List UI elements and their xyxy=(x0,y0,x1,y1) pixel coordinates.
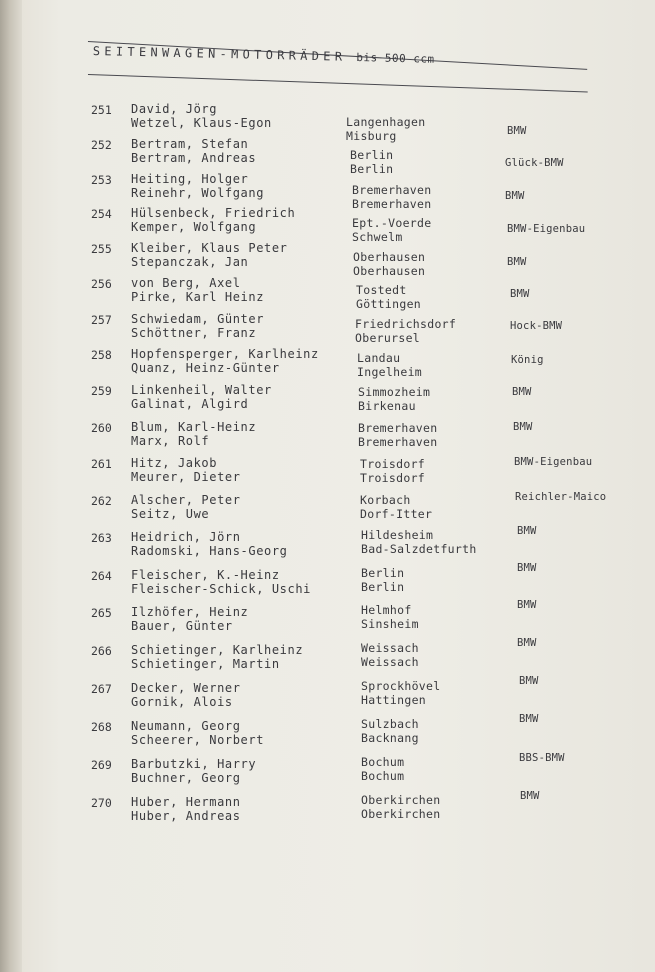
passenger-name: Stepanczak, Jan xyxy=(131,255,249,269)
list-item xyxy=(0,103,655,141)
driver-city: Berlin xyxy=(350,148,394,162)
passenger-city: Hattingen xyxy=(361,693,427,707)
motorcycle-make: BMW xyxy=(519,675,539,687)
driver-city: Landau xyxy=(357,351,401,365)
page-title xyxy=(93,44,435,66)
passenger-city: Oberkirchen xyxy=(361,807,441,821)
entry-number: 252 xyxy=(91,138,112,152)
entry-number: 266 xyxy=(91,644,112,658)
motorcycle-make: BMW xyxy=(519,713,539,725)
passenger-name: Wetzel, Klaus-Egon xyxy=(131,116,272,130)
motorcycle-make: BMW xyxy=(517,599,537,611)
driver-city: Troisdorf xyxy=(360,457,426,471)
list-item xyxy=(0,491,655,532)
driver-name: Hopfensperger, Karlheinz xyxy=(131,347,319,361)
passenger-name: Gornik, Alois xyxy=(131,695,233,709)
list-item xyxy=(0,599,655,644)
passenger-name: Huber, Andreas xyxy=(131,809,241,823)
driver-city: Bremerhaven xyxy=(358,421,438,435)
passenger-city: Bremerhaven xyxy=(352,197,432,211)
driver-name: Barbutzki, Harry xyxy=(131,757,257,771)
motorcycle-make: König xyxy=(511,354,544,366)
driver-name: Schietinger, Karlheinz xyxy=(131,643,304,657)
list-item xyxy=(0,173,655,211)
entry-number: 263 xyxy=(91,531,112,545)
driver-city: Oberhausen xyxy=(353,250,426,264)
passenger-name: Bauer, Günter xyxy=(131,619,233,633)
driver-name: Heidrich, Jörn xyxy=(131,530,241,544)
passenger-city: Dorf-Itter xyxy=(360,507,433,521)
passenger-city: Backnang xyxy=(361,731,419,745)
entry-number: 262 xyxy=(91,494,112,508)
driver-city: Ept.-Voerde xyxy=(352,216,432,230)
driver-name: Hitz, Jakob xyxy=(131,456,218,470)
motorcycle-make: BMW xyxy=(507,125,527,137)
list-item xyxy=(0,790,655,834)
entry-number: 261 xyxy=(91,457,112,471)
driver-city: Bremerhaven xyxy=(352,183,432,197)
motorcycle-make: BMW xyxy=(517,525,537,537)
motorcycle-make: Glück-BMW xyxy=(505,157,564,169)
driver-name: Decker, Werner xyxy=(131,681,241,695)
driver-city: Korbach xyxy=(360,493,411,507)
passenger-city: Misburg xyxy=(346,129,397,143)
list-item xyxy=(0,348,655,386)
entry-number: 256 xyxy=(91,277,112,291)
passenger-name: Galinat, Algird xyxy=(131,397,249,411)
passenger-name: Reinehr, Wolfgang xyxy=(131,186,265,200)
entry-number: 257 xyxy=(91,313,112,327)
list-item xyxy=(0,207,655,245)
motorcycle-make: BMW xyxy=(505,190,525,202)
motorcycle-make: BMW xyxy=(517,562,537,574)
motorcycle-make: BMW xyxy=(513,421,533,433)
driver-name: Huber, Hermann xyxy=(131,795,241,809)
list-item xyxy=(0,675,655,720)
passenger-name: Schöttner, Franz xyxy=(131,326,257,340)
passenger-name: Fleischer-Schick, Uschi xyxy=(131,582,311,596)
passenger-name: Marx, Rolf xyxy=(131,434,210,448)
list-item xyxy=(0,525,655,569)
driver-name: Kleiber, Klaus Peter xyxy=(131,241,288,255)
driver-name: Ilzhöfer, Heinz xyxy=(131,605,249,619)
list-item xyxy=(0,384,655,422)
list-item xyxy=(0,313,655,351)
motorcycle-make: BMW xyxy=(517,637,537,649)
passenger-name: Pirke, Karl Heinz xyxy=(131,290,265,304)
passenger-city: Weissach xyxy=(361,655,419,669)
driver-city: Weissach xyxy=(361,641,419,655)
passenger-city: Oberursel xyxy=(355,331,421,345)
driver-city: Berlin xyxy=(361,566,405,580)
passenger-city: Bad-Salzdetfurth xyxy=(361,542,477,556)
driver-city: Hildesheim xyxy=(361,528,434,542)
passenger-name: Seitz, Uwe xyxy=(131,507,210,521)
passenger-name: Kemper, Wolfgang xyxy=(131,220,257,234)
passenger-city: Birkenau xyxy=(358,399,416,413)
passenger-city: Ingelheim xyxy=(357,365,423,379)
driver-city: Oberkirchen xyxy=(361,793,441,807)
passenger-name: Radomski, Hans-Georg xyxy=(131,544,288,558)
driver-city: Friedrichsdorf xyxy=(355,317,457,331)
motorcycle-make: BMW xyxy=(507,256,527,268)
list-item xyxy=(0,138,655,176)
passenger-city: Bremerhaven xyxy=(358,435,438,449)
entry-number: 265 xyxy=(91,606,112,620)
driver-city: Sulzbach xyxy=(361,717,419,731)
title-text: SEITENWAGEN-MOTORRÄDER xyxy=(92,44,347,64)
driver-city: Langenhagen xyxy=(346,115,426,129)
list-item xyxy=(0,752,655,796)
header-bottom-rule xyxy=(88,74,588,92)
entry-number: 255 xyxy=(91,242,112,256)
passenger-city: Troisdorf xyxy=(360,471,426,485)
entry-number: 251 xyxy=(91,103,112,117)
entry-number: 267 xyxy=(91,682,112,696)
driver-city: Helmhof xyxy=(361,603,412,617)
entry-number: 264 xyxy=(91,569,112,583)
entry-number: 259 xyxy=(91,384,112,398)
list-item xyxy=(0,242,655,280)
passenger-name: Schietinger, Martin xyxy=(131,657,280,671)
passenger-city: Berlin xyxy=(350,162,394,176)
entry-number: 254 xyxy=(91,207,112,221)
list-item xyxy=(0,421,655,459)
motorcycle-make: BMW-Eigenbau xyxy=(514,456,593,468)
driver-name: Blum, Karl-Heinz xyxy=(131,420,257,434)
entry-number: 270 xyxy=(91,796,112,810)
entry-number: 268 xyxy=(91,720,112,734)
passenger-city: Berlin xyxy=(361,580,405,594)
driver-name: Fleischer, K.-Heinz xyxy=(131,568,280,582)
motorcycle-make: Reichler-Maico xyxy=(515,491,607,503)
motorcycle-make: BMW xyxy=(510,288,530,300)
motorcycle-make: BBS-BMW xyxy=(519,752,565,764)
driver-name: Alscher, Peter xyxy=(131,493,241,507)
driver-name: Bertram, Stefan xyxy=(131,137,249,151)
driver-name: Schwiedam, Günter xyxy=(131,312,265,326)
driver-city: Tostedt xyxy=(356,283,407,297)
motorcycle-make: BMW-Eigenbau xyxy=(507,223,586,235)
title-subtitle: bis 500 ccm xyxy=(356,50,435,66)
driver-city: Simmozheim xyxy=(358,385,431,399)
passenger-name: Meurer, Dieter xyxy=(131,470,241,484)
driver-name: Hülsenbeck, Friedrich xyxy=(131,206,296,220)
driver-name: von Berg, Axel xyxy=(131,276,241,290)
list-item xyxy=(0,277,655,315)
passenger-city: Sinsheim xyxy=(361,617,419,631)
driver-name: Linkenheil, Walter xyxy=(131,383,272,397)
entry-number: 258 xyxy=(91,348,112,362)
driver-city: Bochum xyxy=(361,755,405,769)
driver-name: Neumann, Georg xyxy=(131,719,241,733)
driver-name: Heiting, Holger xyxy=(131,172,249,186)
list-item xyxy=(0,562,655,607)
passenger-name: Quanz, Heinz-Günter xyxy=(131,361,280,375)
entry-number: 269 xyxy=(91,758,112,772)
motorcycle-make: Hock-BMW xyxy=(510,320,563,332)
motorcycle-make: BMW xyxy=(512,386,532,398)
passenger-name: Scheerer, Norbert xyxy=(131,733,265,747)
passenger-city: Oberhausen xyxy=(353,264,426,278)
passenger-name: Bertram, Andreas xyxy=(131,151,257,165)
driver-city: Sprockhövel xyxy=(361,679,441,693)
entry-number: 260 xyxy=(91,421,112,435)
motorcycle-make: BMW xyxy=(520,790,540,802)
driver-name: David, Jörg xyxy=(131,102,218,116)
entry-number: 253 xyxy=(91,173,112,187)
list-item xyxy=(0,457,655,495)
passenger-city: Bochum xyxy=(361,769,405,783)
passenger-city: Göttingen xyxy=(356,297,422,311)
passenger-city: Schwelm xyxy=(352,230,403,244)
list-item xyxy=(0,637,655,682)
passenger-name: Buchner, Georg xyxy=(131,771,241,785)
